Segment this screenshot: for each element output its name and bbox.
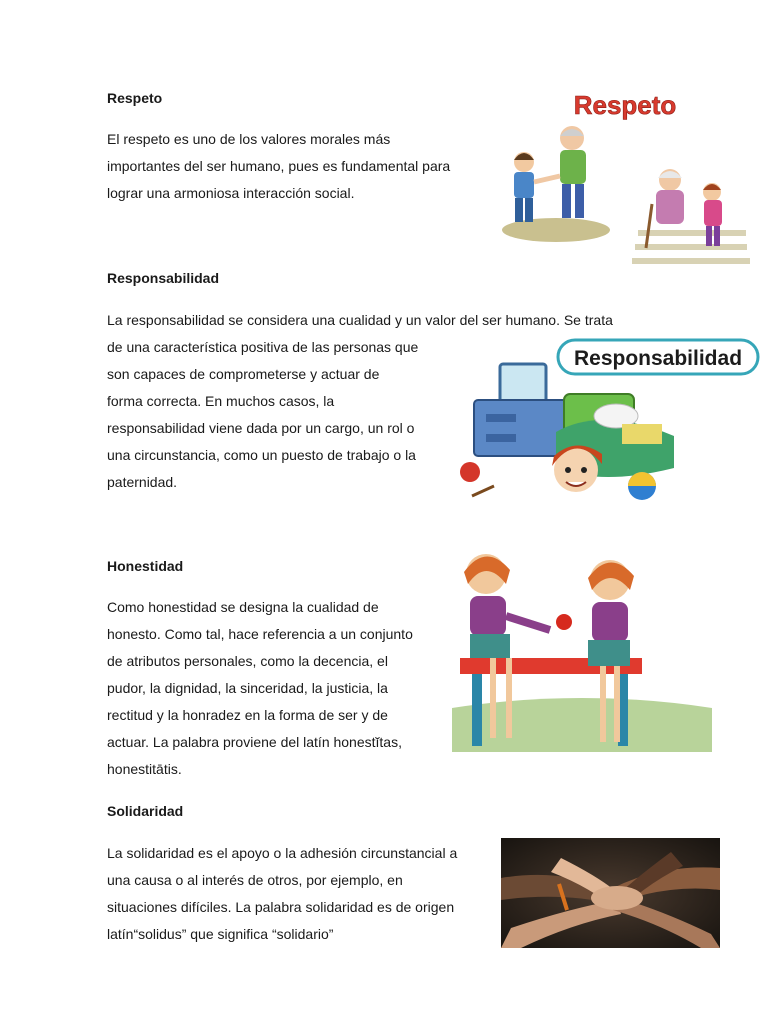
paragraph-respeto — [107, 126, 450, 207]
text-line: una causa o al interés de otros, por ejemplo, en — [107, 872, 403, 888]
text-line: rectitud y la honradez en la forma de ser y de — [107, 707, 388, 723]
responsabilidad-image-title: Responsabilidad — [573, 347, 743, 370]
text-line: El respeto es uno de los valores morales más — [107, 131, 391, 147]
text-line: pudor, la dignidad, la sinceridad, la justicia, la — [107, 680, 388, 696]
heading-respeto: Respeto — [107, 90, 163, 106]
text-line: La responsabilidad se considera una cualidad y un valor del ser humano. Se trata — [107, 312, 613, 328]
text-line: situaciones difíciles. La palabra solidaridad es de origen — [107, 899, 455, 915]
responsabilidad-illustration — [452, 336, 762, 514]
text-line: paternidad. — [107, 474, 178, 490]
text-line: de una característica positiva de las personas que — [107, 339, 419, 355]
text-line: La solidaridad es el apoyo o la adhesión circunstancial a — [107, 845, 458, 861]
text-line: son capaces de comprometerse y actuar de — [107, 366, 380, 382]
heading-solidaridad: Solidaridad — [107, 803, 184, 819]
text-line: responsabilidad viene dada por un cargo, un rol o — [107, 420, 415, 436]
paragraph-honestidad — [107, 594, 413, 783]
text-line: actuar. La palabra proviene del latín honestĭtas, — [107, 734, 402, 750]
text-line: de atributos personales, como la decencia, el — [107, 653, 388, 669]
heading-honestidad: Honestidad — [107, 558, 184, 574]
paragraph-solidaridad — [107, 840, 457, 948]
text-line: lograr una armoniosa interacción social. — [107, 185, 355, 201]
text-line: importantes del ser humano, pues es fundamental para — [107, 158, 451, 174]
heading-responsabilidad: Responsabilidad — [107, 270, 220, 286]
honestidad-illustration — [452, 548, 712, 752]
text-line: honestitātis. — [107, 761, 182, 777]
text-line: latín“solidus” que significa “solidario” — [107, 926, 334, 942]
text-line: Como honestidad se designa la cualidad de — [107, 599, 379, 615]
solidaridad-photo — [501, 838, 720, 948]
text-line: una circunstancia, como un puesto de trabajo o la — [107, 447, 416, 463]
text-line: honesto. Como tal, hace referencia a un conjunto — [107, 626, 413, 642]
text-line: forma correcta. En muchos casos, la — [107, 393, 335, 409]
respeto-illustration — [500, 80, 750, 276]
respeto-image-title: Respeto — [573, 90, 677, 120]
